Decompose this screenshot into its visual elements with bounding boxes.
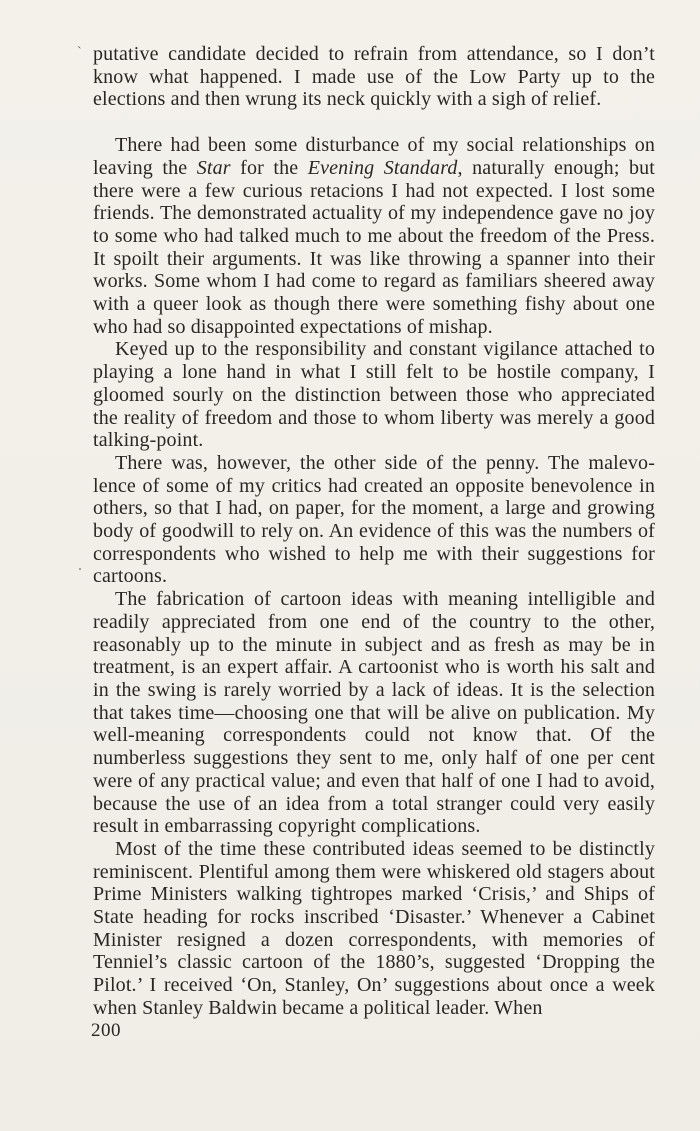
paragraph-other-side: There was, however, the other side of the penny. The malevo- lence of some of my critics had created an opposite benevolence in others, so that I had, on paper, for the moment, a large and growing body of goodwill to rely on. An evidence of this was the numbers of correspondents who wished to help me with their suggestions for cartoons. [93, 451, 655, 588]
newspaper-title: Star [196, 156, 231, 179]
paragraph-fabrication: The fabrication of cartoon ideas with meaning intelligible and readily appreciated from one end of the country to the other, reasonably up to the minute in subject and as fresh as may be in treatment, is an expert affair. A cartoonist who is worth his salt and in the swing is rarely worried by a lack of ideas. It is the selection that takes time—choosing one that will be alive on publication. My well-meaning correspondents could not know that. Of the numberless suggestions they sent to me, only half of one per cent were of any practical value; and even that half of one I had to avoid, because the use of an idea from a total stranger could very easily result in embarrassing copyright complications. [93, 588, 655, 838]
newspaper-title: Evening Standard [307, 156, 458, 179]
body-text [93, 43, 655, 1020]
paragraph-reminiscent: Most of the time these contributed ideas seemed to be distinctly reminiscent. Plentiful among them were whiskered old stagers about Prime Ministers walking tightropes marked ‘Crisis,’ and Ships of State heading for rocks inscribed ‘Disaster.’ Whenever a Cabinet Minister resigned a dozen correspondents, with memories of Tenniel’s classic cartoon of the 1880’s, suggested ‘Dropping the Pilot.’ I received ‘On, Stanley, On’ suggestions about once a week when Stanley Baldwin became a political leader. When [93, 837, 655, 1019]
margin-dot [79, 568, 81, 570]
page-number: 200 [91, 1020, 121, 1041]
paragraph-keyed-up: Keyed up to the responsibility and constant vigilance attached to playing a lone hand in what I still felt to be hostile company, I gloomed sourly on the distinction between those who appreciated the reality of freedom and those to whom liberty was merely a good talking-point. [93, 338, 655, 452]
paragraph-continuation: putative candidate decided to refrain from attendance, so I don’t know what happened. I made use of the Low Party up to the elections and then wrung its neck quickly with a sigh of relief. [93, 43, 655, 111]
margin-mark: ˋ [77, 45, 82, 60]
paragraph-social-relationships: There had been some disturbance of my social relationships on leaving the Star for the Evening Standard, naturally enough; but there were a few curious retacions I had not expected. I lost some friends. The demonstrated actuality of my independence gave no joy to some who had talked much to me about the freedom of the Press. It spoilt their arguments. It was like throwing a spanner into their works. Some whom I had come to regard as familiars sheered away with a queer look as though there were something fishy about one who had so disappointed expectations of mishap. [93, 134, 655, 338]
